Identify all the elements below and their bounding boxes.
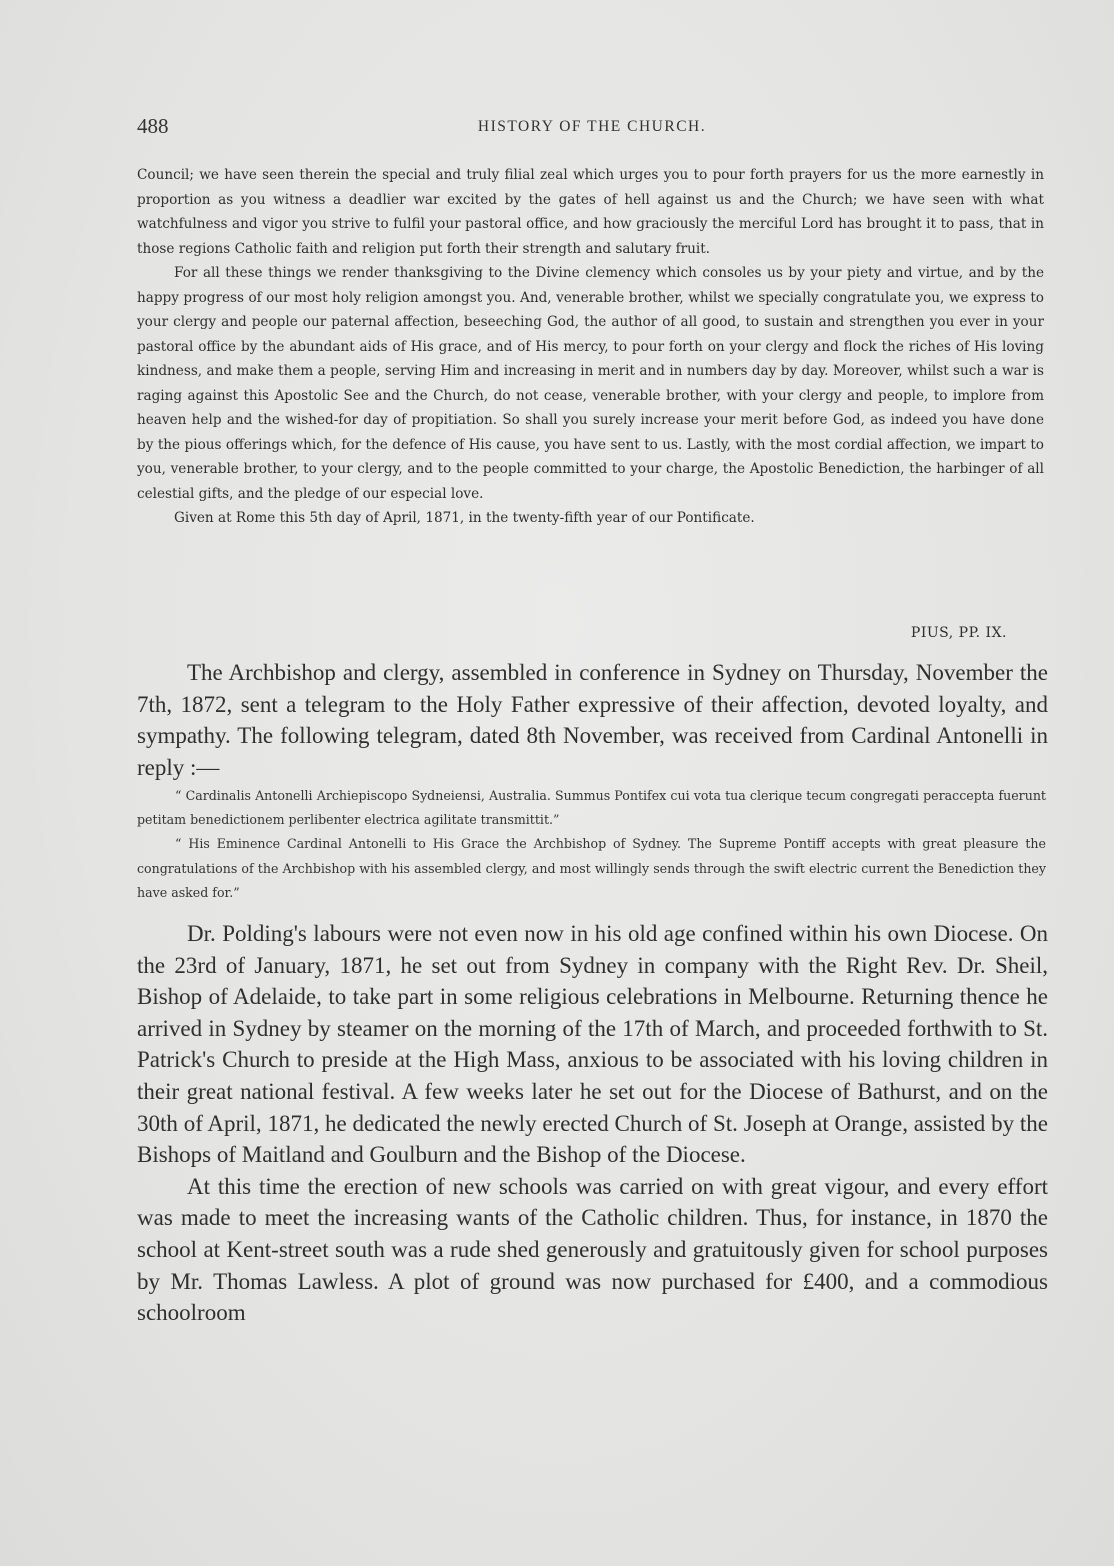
page-header (137, 112, 1047, 142)
page-number: 488 (137, 114, 169, 138)
letter-dateline: Given at Rome this 5th day of April, 1871, in the twenty-fifth year of our Pontificate. (174, 510, 755, 526)
main-body-text (137, 918, 1048, 1329)
papal-signature: PIUS, PP. IX. (910, 625, 1007, 641)
papal-letter-text (137, 163, 1044, 531)
body-paragraph: The Archbishop and clergy, assembled in conference in Sydney on Thursday, November the 7th, 1872, sent a telegram to the Holy Father expressive of their affection, devoted loyalty, and sympathy. The following telegram, dated 8th November, was received from Cardinal Antonelli in reply :— (137, 660, 1048, 780)
telegram-quotation (137, 784, 1046, 905)
running-title: HISTORY OF THE CHURCH. (477, 118, 707, 135)
body-paragraph-telegram-intro (137, 657, 1048, 783)
letter-paragraph: Council; we have seen therein the special and truly filial zeal which urges you to pour forth prayers for us the more earnestly in proportion as you witness a deadlier war excited by the gates of hell against us and the Church; we have seen with what watchfulness and vigor you strive to fulfil your pastoral office, and how graciously the merciful Lord has brought it to pass, that in those regions Catholic faith and religion put forth their strength and salutary fruit. (137, 167, 1044, 257)
telegram-latin: “ Cardinalis Antonelli Archiepiscopo Sydneiensi, Australia. Summus Pontifex cui vota tua clerique tecum congregati peraccepta fuerunt petitam benedictionem perlibenter electrica agilitate transmittit.” (137, 788, 1046, 828)
body-paragraph: At this time the erection of new schools was carried on with great vigour, and every effort was made to meet the increasing wants of the Catholic children. Thus, for instance, in 1870 the school at Kent-street south was a rude shed generously and gratuitously given for school purposes by Mr. Thomas Lawless. A plot of ground was now purchased for £400, and a commodious schoolroom (137, 1173, 1048, 1326)
letter-paragraph: For all these things we render thanksgiving to the Divine clemency which consoles us by your piety and virtue, and by the happy progress of our most holy religion amongst you. And, venerable brother, whilst we specially congratulate you, we express to your clergy and people our paternal affection, beseeching God, the author of all good, to sustain and strengthen you ever in your pastoral office by the abundant aids of His grace, and of His mercy, to pour forth on your clergy and flock the riches of His loving kindness, and make them a people, serving Him and increasing in merit and in numbers day by day. Moreover, whilst such a war is raging against this Apostolic See and the Church, do not cease, venerable brother, with your clergy and people, to implore from heaven help and the wished-for day of propitiation. So shall you surely increase your merit before God, as indeed you have done by the pious offerings which, for the defence of His cause, you have sent to us. Lastly, with the most cordial affection, we impart to you, venerable brother, to your clergy, and to the people committed to your charge, the Apostolic Benediction, the harbinger of all celestial gifts, and the pledge of our especial love. (137, 265, 1044, 502)
telegram-english: “ His Eminence Cardinal Antonelli to His Grace the Archbishop of Sydney. The Supreme Pontiff accepts with great pleasure the congratulations of the Archbishop with his assembled clergy, and most willingly sends through the swift electric current the Benediction they have asked for.” (137, 836, 1046, 900)
body-paragraph: Dr. Polding's labours were not even now in his old age confined within his own Diocese. On the 23rd of January, 1871, he set out from Sydney in company with the Right Rev. Dr. Sheil, Bishop of Adelaide, to take part in some religious celebrations in Melbourne. Returning thence he arrived in Sydney by steamer on the morning of the 17th of March, and proceeded forthwith to St. Patrick's Church to preside at the High Mass, anxious to be associated with his loving children in their great national festival. A few weeks later he set out for the Diocese of Bathurst, and on the 30th of April, 1871, he dedicated the newly erected Church of St. Joseph at Orange, assisted by the Bishops of Maitland and Goulburn and the Bishop of the Diocese. (137, 921, 1048, 1168)
